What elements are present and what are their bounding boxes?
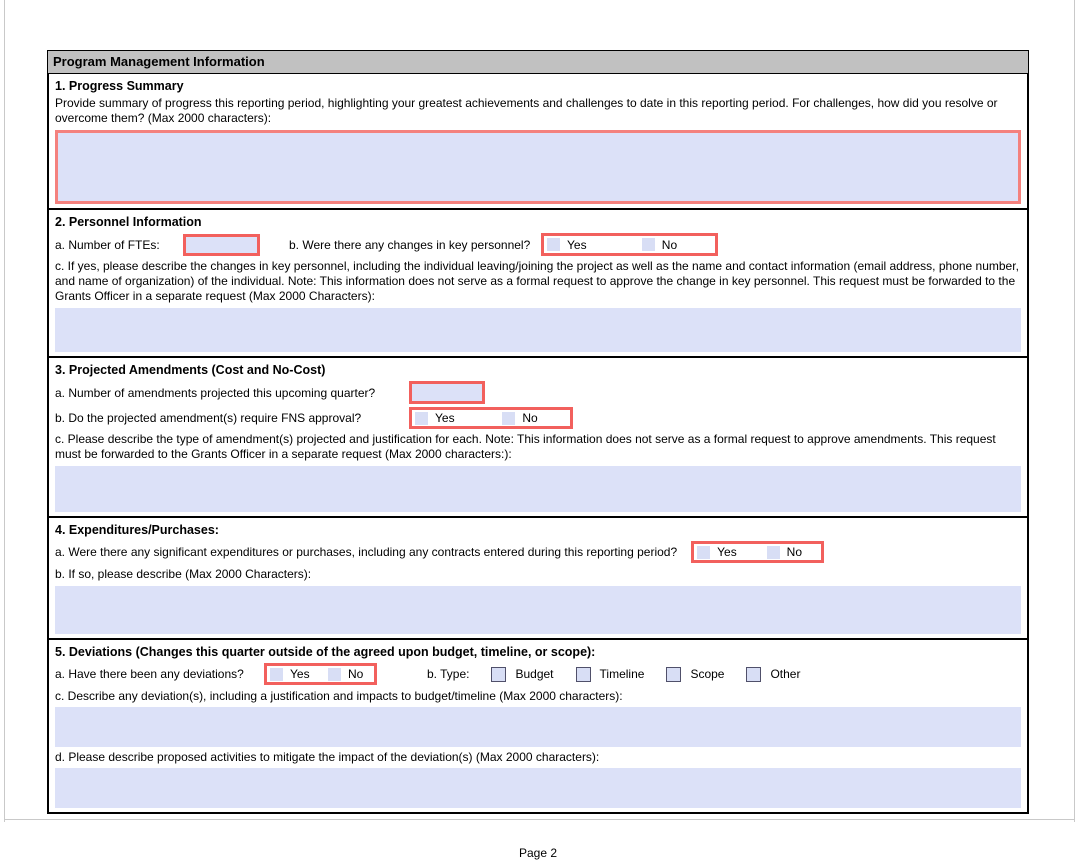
section-expenditures-purchases bbox=[49, 518, 1027, 640]
amendments-count-label: a. Number of amendments projected this upcoming quarter? bbox=[55, 385, 376, 400]
section-deviations bbox=[49, 640, 1027, 812]
expenditures-yesno-group bbox=[691, 541, 824, 563]
progress-summary-description: Provide summary of progress this reporting period, highlighting your greatest achievements and challenges to date in this reporting period. For challenges, how did you resolve or overcome them? (Max 2000 characters): bbox=[55, 96, 998, 125]
yes-label: Yes bbox=[567, 237, 587, 252]
scope-checkbox[interactable] bbox=[666, 667, 681, 682]
timeline-checkbox[interactable] bbox=[576, 667, 591, 682]
key-personnel-changes-label: b. Were there any changes in key personnel? bbox=[289, 237, 531, 252]
budget-label: Budget bbox=[515, 667, 554, 681]
form-section-header: Program Management Information bbox=[47, 50, 1029, 74]
fns-approval-label: b. Do the projected amendment(s) require FNS approval? bbox=[55, 411, 362, 425]
expenditures-describe-label: b. If so, please describe (Max 2000 Characters): bbox=[55, 567, 312, 581]
deviations-describe-label: c. Describe any deviation(s), including a justification and impacts to budget/timeline (Max 2000 characters): bbox=[55, 689, 623, 703]
section-title: 2. Personnel Information bbox=[55, 215, 202, 229]
personnel-changes-textarea[interactable] bbox=[55, 308, 1021, 352]
page-number: Page 2 bbox=[518, 846, 558, 860]
yes-label: Yes bbox=[435, 411, 455, 425]
expenditures-textarea[interactable] bbox=[55, 586, 1021, 634]
ftes-input[interactable] bbox=[183, 234, 260, 256]
no-label: No bbox=[661, 237, 678, 252]
section-title: 1. Progress Summary bbox=[55, 79, 184, 93]
ftes-label: a. Number of FTEs: bbox=[55, 237, 160, 252]
section-projected-amendments bbox=[49, 358, 1027, 518]
section-personnel-information bbox=[49, 210, 1027, 358]
no-checkbox[interactable] bbox=[642, 238, 655, 251]
yes-label: Yes bbox=[290, 667, 310, 681]
section-title: 3. Projected Amendments (Cost and No-Cost) bbox=[55, 363, 326, 377]
no-checkbox[interactable] bbox=[767, 546, 780, 559]
amendments-count-input[interactable] bbox=[409, 381, 485, 404]
form-page bbox=[47, 50, 1029, 860]
section-title: 5. Deviations (Changes this quarter outside of the agreed upon budget, timeline, or scope): bbox=[55, 645, 596, 659]
progress-summary-textarea[interactable] bbox=[55, 130, 1021, 204]
expenditures-question-label: a. Were there any significant expenditures or purchases, including any contracts entered during this reporting period? bbox=[55, 545, 678, 559]
fns-approval-yesno-group bbox=[409, 407, 573, 429]
scope-label: Scope bbox=[690, 667, 725, 681]
yes-label: Yes bbox=[717, 545, 737, 559]
section-title: 4. Expenditures/Purchases: bbox=[55, 523, 219, 537]
amendments-description: c. Please describe the type of amendment(s) projected and justification for each. Note: This information does not serve as a formal request to approve amendments. This request must be forwarded to the Grants Officer in a separate request (Max 2000 characters:): bbox=[55, 432, 996, 461]
other-checkbox[interactable] bbox=[746, 667, 761, 682]
deviations-question-label: a. Have there been any deviations? bbox=[55, 667, 244, 681]
deviation-type-label: b. Type: bbox=[427, 667, 470, 681]
deviations-mitigation-label: d. Please describe proposed activities to mitigate the impact of the deviation(s) (Max 2000 characters): bbox=[55, 750, 600, 764]
timeline-label: Timeline bbox=[599, 667, 645, 681]
section-progress-summary bbox=[49, 74, 1027, 210]
personnel-changes-description: c. If yes, please describe the changes in key personnel, including the individual leaving/joining the project as well as the name and contact information (email address, phone number, and name of organization) of the individual. Note: This information does not serve as a formal request to approve the change in key personnel. This request must be forwarded to the Grants Officer in a separate request (Max 2000 Characters): bbox=[55, 259, 1019, 303]
no-label: No bbox=[786, 545, 802, 559]
no-checkbox[interactable] bbox=[502, 412, 515, 425]
yes-checkbox[interactable] bbox=[697, 546, 710, 559]
yes-checkbox[interactable] bbox=[270, 668, 283, 681]
yes-checkbox[interactable] bbox=[547, 238, 560, 251]
program-management-form bbox=[47, 74, 1029, 814]
no-label: No bbox=[522, 411, 538, 425]
deviations-mitigation-textarea[interactable] bbox=[55, 768, 1021, 808]
deviations-yesno-group bbox=[264, 663, 377, 685]
key-personnel-changes-yesno-group bbox=[541, 233, 718, 256]
deviations-describe-textarea[interactable] bbox=[55, 707, 1021, 747]
yes-checkbox[interactable] bbox=[415, 412, 428, 425]
budget-checkbox[interactable] bbox=[491, 667, 506, 682]
deviation-type-group bbox=[469, 667, 800, 682]
page-edge-left bbox=[4, 0, 5, 822]
no-checkbox[interactable] bbox=[328, 668, 341, 681]
other-label: Other bbox=[770, 667, 801, 681]
page-edge-right bbox=[1074, 0, 1075, 822]
amendments-textarea[interactable] bbox=[55, 466, 1021, 512]
no-label: No bbox=[348, 667, 364, 681]
